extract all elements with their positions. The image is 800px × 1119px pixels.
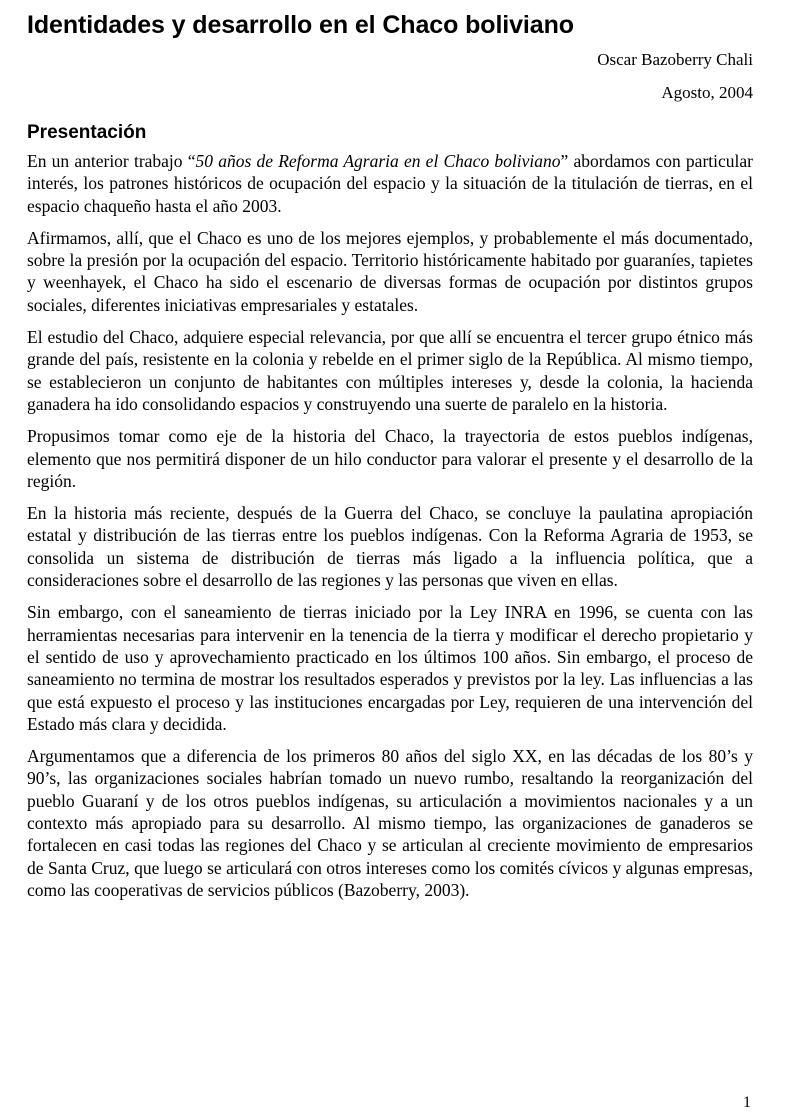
cited-work-title: 50 años de Reforma Agraria en el Chaco boliviano xyxy=(195,151,561,171)
body-text xyxy=(27,150,753,901)
page-number: 1 xyxy=(743,1094,751,1111)
document-title: Identidades y desarrollo en el Chaco boliviano xyxy=(27,11,574,39)
paragraph: Sin embargo, con el saneamiento de tierras iniciado por la Ley INRA en 1996, se cuenta con las herramientas necesarias para intervenir en la tenencia de la tierra y modificar el derecho propietario y el sentido de uso y aprovechamiento practicado en los últimos 100 años. Sin embargo, el proceso de saneamiento no termina de mostrar los resultados esperados y previstos por la ley. Las influencias a las que está expuesto el proceso y las instituciones encargadas por Ley, requieren de una intervención del Estado más clara y decidida. xyxy=(27,602,753,734)
paragraph: Propusimos tomar como eje de la historia del Chaco, la trayectoria de estos pueblos indígenas, elemento que nos permitirá disponer de un hilo conductor para valorar el presente y el desarrollo de la región. xyxy=(27,426,753,491)
paragraph: Afirmamos, allí, que el Chaco es uno de los mejores ejemplos, y probablemente el más documentado, sobre la presión por la ocupación del espacio. Territorio históricamente habitado por guaraníes, tapietes y weenhayek, el Chaco ha sido el escenario de diversas formas de ocupación por distintos grupos sociales, diferentes iniciativas empresariales y estatales. xyxy=(27,227,753,315)
section-heading: Presentación xyxy=(27,122,147,143)
paragraph: En la historia más reciente, después de la Guerra del Chaco, se concluye la paulatina apropiación estatal y distribución de las tierras entre los pueblos indígenas. Con la Reforma Agraria de 1953, se consolida un sistema de distribución de tierras más ligado a la influencia política, que a consideraciones sobre el desarrollo de las regiones y las personas que viven en ellas. xyxy=(27,503,753,591)
paragraph xyxy=(27,150,753,217)
paragraph: El estudio del Chaco, adquiere especial relevancia, por que allí se encuentra el tercer grupo étnico más grande del país, resistente en la colonia y rebelde en el primer siglo de la República. Al mismo tiempo, se establecieron un conjunto de habitantes con múltiples intereses y, desde la colonia, la hacienda ganadera ha ido consolidando espacios y construyendo una suerte de paralelo en la historia. xyxy=(27,327,753,414)
paragraph-text: ” abordamos con particular interés, los patrones históricos de ocupación del espacio y la situación de la titulación de tierras, en el espacio chaqueño hasta el año 2003. xyxy=(27,151,753,216)
paragraph: Argumentamos que a diferencia de los primeros 80 años del siglo XX, en las décadas de los 80’s y 90’s, las organizaciones sociales habrían tomado un nuevo rumbo, resaltando la reorganización del pueblo Guaraní y de los otros pueblos indígenas, su articulación a movimientos nacionales y a un contexto más apropiado para su desarrollo. Al mismo tiempo, las organizaciones de ganaderos se fortalecen en casi todas las regiones del Chaco y se articulan al creciente movimiento de empresarios de Santa Cruz, que luego se articulará con otros intereses como los comités cívicos y algunas empresas, como las cooperativas de servicios públicos (Bazoberry, 2003). xyxy=(27,746,753,900)
document-page xyxy=(27,0,753,911)
document-date: Agosto, 2004 xyxy=(661,83,753,102)
author-name: Oscar Bazoberry Chali xyxy=(597,50,753,69)
paragraph-text: En un anterior trabajo “ xyxy=(27,151,196,171)
